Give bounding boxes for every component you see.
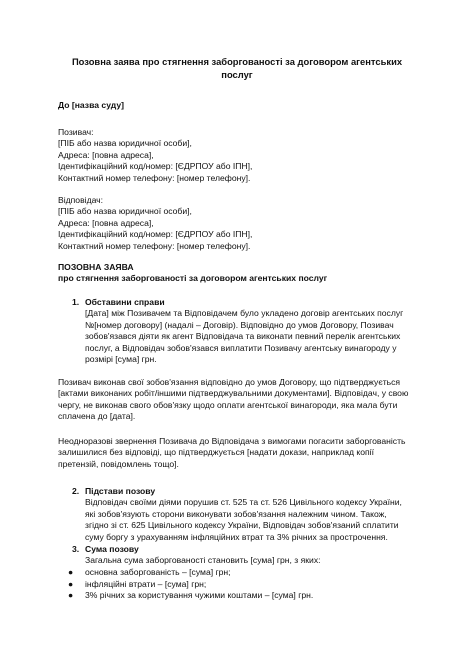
paragraph-line: залишилися без відповіді, що підтверджується [надати докази, наприклад копії	[58, 447, 374, 458]
paragraph-line: претензій, повідомлень тощо].	[58, 458, 179, 469]
bullet-icon: ●	[68, 578, 74, 589]
defendant-line: Адреса: [повна адреса],	[58, 217, 154, 228]
paragraph-line: [актами виконаних робіт/іншими підтверджувальними документами]. Відповідач, у свою	[58, 388, 409, 399]
section-2	[85, 486, 420, 543]
paragraph-line: чергу, не виконав свого обов'язку щодо оплати агентської винагороди, яка мала бути	[58, 399, 398, 410]
plaintiff-line: Адреса: [повна адреса],	[58, 149, 154, 160]
section-2-title: Підстави позову	[85, 486, 156, 496]
section-2-line: суму боргу з урахуванням інфляційних втрат та 3% річних за прострочення.	[85, 531, 388, 542]
section-1-line: №[номер договору] (надалі – Договір). Відповідно до умов Договору, Позивач	[85, 319, 394, 330]
section-2-line: Відповідач своїми діями порушив ст. 525 та ст. 526 Цивільного кодексу України,	[85, 497, 402, 508]
paragraph-performance	[58, 377, 428, 423]
section-1-line: розмірі [сума] грн.	[85, 354, 157, 365]
paragraph-appeals	[58, 436, 428, 470]
section-1-line: послуг, а Відповідач зобов'язався виплатити Позивачу агентську винагороду у	[85, 342, 397, 353]
document-title	[58, 56, 416, 81]
defendant-block	[58, 195, 418, 252]
list-item	[68, 567, 413, 578]
plaintiff-line: Контактний номер телефону: [номер телефону].	[58, 172, 251, 183]
paragraph-line: Позивач виконав свої зобов'язання відповідно до умов Договору, що підтверджується	[58, 377, 401, 387]
list-item	[68, 590, 413, 601]
list-item-text: інфляційні втрати – [сума] грн;	[85, 578, 207, 589]
section-2-number: 2.	[72, 486, 80, 496]
section-3-intro: Загальна сума заборгованості становить [сума] грн, з яких:	[85, 555, 321, 566]
section-2-line: які зобов'язують сторони виконувати зобов'язання належним чином. Також,	[85, 508, 387, 519]
title-line-2: послуг	[221, 68, 253, 80]
section-1-number: 1.	[72, 297, 80, 307]
defendant-line: Ідентифікаційний код/номер: [ЄДРПОУ або ІПН],	[58, 229, 253, 240]
bullet-icon: ●	[68, 567, 74, 577]
defendant-label: Відповідач:	[58, 195, 104, 205]
section-2-line: згідно зі ст. 625 Цивільного кодексу України, Відповідач зобов'язаний сплатити	[85, 520, 399, 531]
paragraph-line: Неодноразові звернення Позивача до Відповідача з вимогами погасити заборгованість	[58, 436, 406, 446]
claim-heading: ПОЗОВНА ЗАЯВА	[58, 262, 134, 272]
title-line-1: Позовна заява про стягнення заборгованості за договором агентських	[71, 56, 403, 67]
court-line: До [назва суду]	[58, 100, 124, 110]
paragraph-line: сплачена до [дата].	[58, 411, 136, 422]
section-3	[85, 544, 420, 567]
list-item-text: основна заборгованість – [сума] грн;	[85, 567, 231, 577]
section-3-number: 3.	[72, 544, 80, 554]
plaintiff-line: [ПІБ або назва юридичної особи],	[58, 138, 192, 149]
plaintiff-block	[58, 127, 418, 184]
section-1-title: Обставини справи	[85, 297, 165, 307]
claim-heading-block	[58, 262, 418, 285]
section-1-line: [Дата] між Позивачем та Відповідачем було укладено договір агентських послуг	[85, 308, 404, 319]
list-item-text: 3% річних за користування чужими коштами – [сума] грн.	[85, 590, 314, 600]
defendant-line: Контактний номер телефону: [номер телефону].	[58, 240, 251, 251]
claim-subheading: про стягнення заборгованості за договором агентських послуг	[58, 273, 328, 284]
plaintiff-line: Ідентифікаційний код/номер: [ЄДРПОУ або ІПН],	[58, 161, 253, 172]
list-item	[68, 579, 413, 590]
section-3-title: Сума позову	[85, 544, 139, 554]
plaintiff-label: Позивач:	[58, 127, 94, 137]
section-1	[85, 297, 420, 365]
section-1-line: зобов'язався діяти як агент Відповідача та виконати певний перелік агентських	[85, 331, 401, 342]
defendant-line: [ПІБ або назва юридичної особи],	[58, 206, 192, 217]
bullet-icon: ●	[68, 590, 74, 600]
